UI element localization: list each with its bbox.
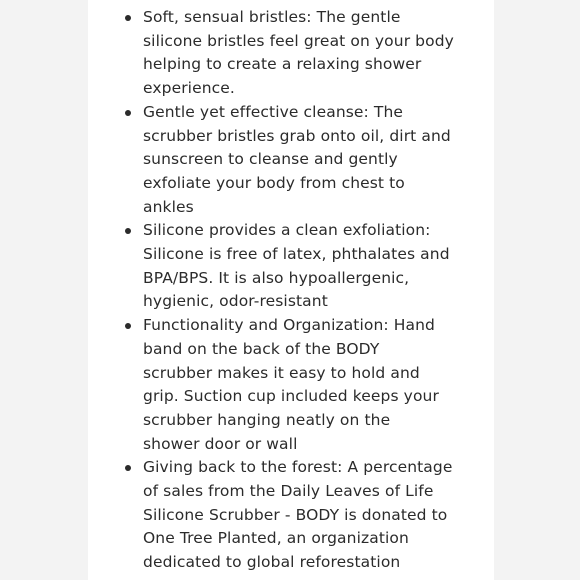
feature-line: Giving back to the forest: A percentage [143, 458, 453, 477]
feature-line: Soft, sensual bristles: The gentle [143, 8, 401, 26]
feature-line: Functionality and Organization: Hand [143, 316, 435, 335]
feature-line: Silicone is free of latex, phthalates and [143, 245, 450, 264]
feature-item-gentle-cleanse [125, 101, 457, 220]
feature-line: experience. [143, 79, 235, 98]
feature-line: exfoliate your body from chest to [143, 173, 405, 192]
feature-line: grip. Suction cup included keeps your [143, 387, 439, 406]
bullet-dot-icon [125, 465, 131, 471]
feature-line: scrubber hanging neatly on the [143, 410, 391, 429]
feature-line: silicone bristles feel great on your body [143, 31, 454, 50]
feature-line: Silicone provides a clean exfoliation: [143, 221, 431, 240]
feature-line: Gentle yet effective cleanse: The [143, 102, 404, 121]
bullet-dot-icon [125, 110, 131, 116]
feature-line: ankles [143, 197, 194, 216]
bullet-dot-icon [125, 15, 131, 21]
feature-list [125, 6, 457, 575]
feature-item-soft-bristles [125, 6, 457, 101]
background-left [0, 0, 88, 580]
feature-item-giving-back [125, 456, 457, 575]
feature-line: scrubber makes it easy to hold and [143, 363, 420, 382]
product-description-card [88, 0, 494, 580]
feature-line: One Tree Planted, an organization [143, 529, 409, 548]
bullet-dot-icon [125, 228, 131, 234]
feature-line: sunscreen to cleanse and gently [143, 150, 398, 169]
feature-line: hygienic, odor-resistant [143, 292, 328, 311]
feature-item-functionality [125, 314, 457, 456]
feature-line: shower door or wall [143, 434, 298, 453]
background-right [494, 0, 580, 580]
feature-line: Silicone Scrubber - BODY is donated to [143, 505, 448, 524]
bullet-dot-icon [125, 323, 131, 329]
feature-line: helping to create a relaxing shower [143, 55, 422, 74]
feature-line: BPA/BPS. It is also hypoallergenic, [143, 268, 410, 287]
feature-line: band on the back of the BODY [143, 339, 380, 358]
feature-line: of sales from the Daily Leaves of Life [143, 482, 434, 501]
feature-line: dedicated to global reforestation [143, 553, 401, 572]
feature-item-clean-exfoliation [125, 219, 457, 314]
feature-line: scrubber bristles grab onto oil, dirt and [143, 126, 451, 145]
